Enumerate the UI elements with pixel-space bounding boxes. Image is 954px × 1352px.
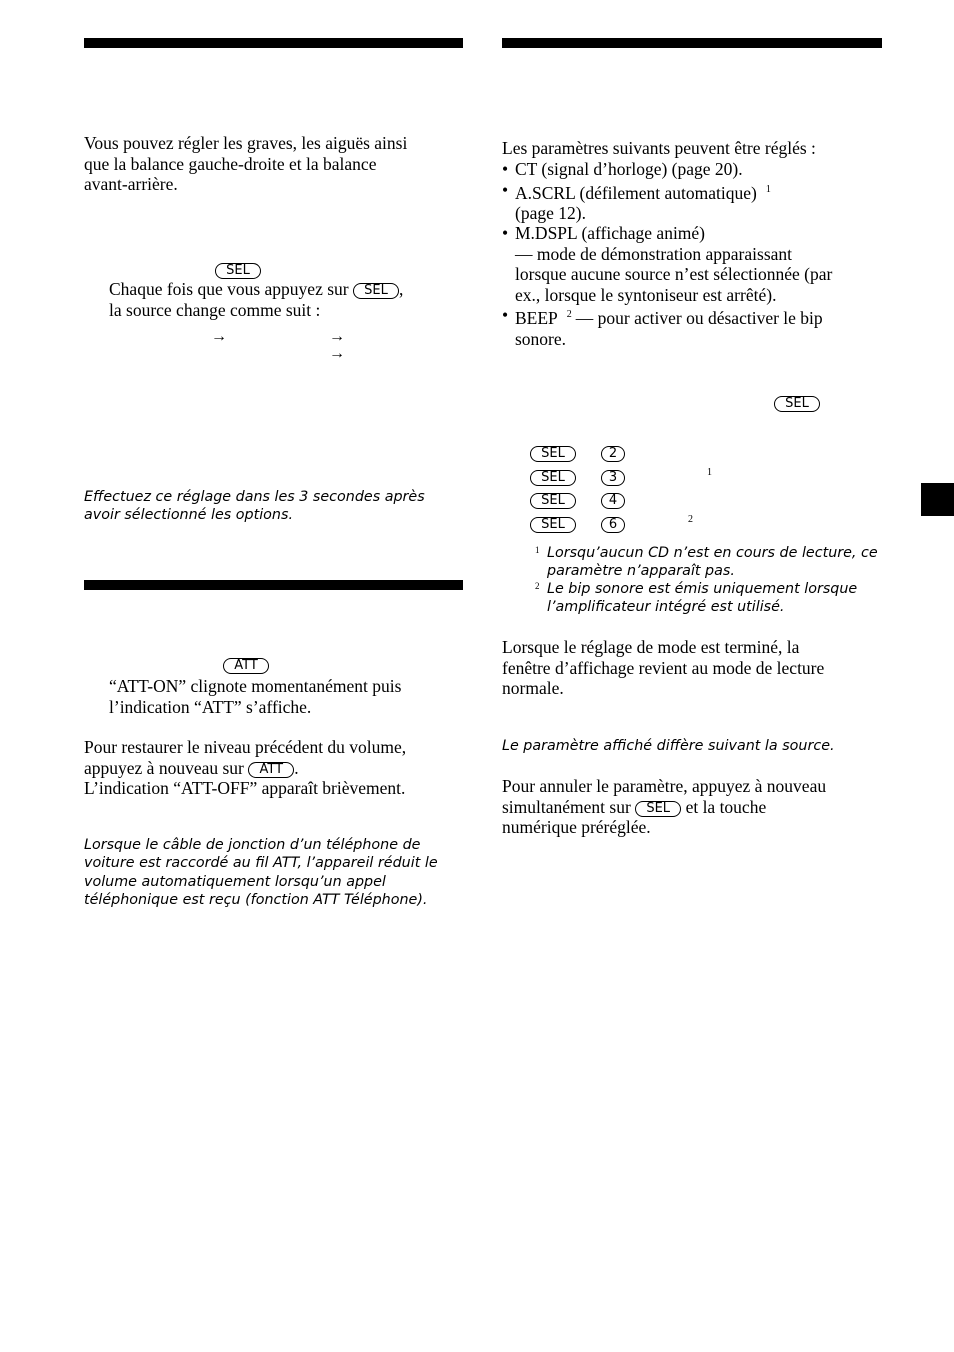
bullet-icon: •	[502, 305, 509, 326]
footnote-mark: 2	[688, 514, 693, 525]
footnote-mark: 1	[765, 183, 771, 195]
att-phone-note-line: téléphonique est reçu (fonction ATT Téléphone).	[84, 892, 428, 909]
att-phone-note	[84, 836, 438, 910]
bullet-icon: •	[502, 223, 509, 244]
preset-6-button[interactable]: 6	[601, 517, 625, 533]
tone-note	[84, 488, 425, 525]
sel-button-inline[interactable]: SEL	[353, 283, 399, 299]
section-rule-left-top	[84, 38, 463, 48]
source-step-line	[109, 279, 403, 300]
sel-button-inline[interactable]: SEL	[635, 801, 681, 817]
tone-intro-line: que la balance gauche-droite et la balance	[84, 153, 377, 174]
source-step-text-b: ,	[398, 279, 404, 299]
settings-item-line: — mode de démonstration apparaissant	[515, 243, 793, 264]
footnote-line: Lorsqu’aucun CD n’est en cours de lecture, ce	[547, 545, 878, 561]
footnote-mark: 2	[566, 309, 572, 321]
footnote-line: paramètre n’apparaît pas.	[547, 563, 735, 580]
footnote	[535, 544, 878, 581]
settings-done-line: fenêtre d’affichage revient au mode de lecture	[502, 657, 825, 678]
settings-intro: Les paramètres suivants peuvent être réglés :	[502, 138, 816, 158]
section-rule-left-middle	[84, 580, 463, 590]
settings-item-line: CT (signal d’horloge) (page 20).	[515, 159, 743, 179]
preset-3-button[interactable]: 3	[601, 470, 625, 486]
att-step-key	[223, 657, 269, 675]
settings-item-line	[515, 305, 882, 328]
att-restore-line: Pour restaurer le niveau précédent du volume,	[84, 737, 407, 757]
sel-button[interactable]: SEL	[530, 493, 576, 509]
sel-button[interactable]: SEL	[530, 470, 576, 486]
att-phone-note-line: Lorsque le câble de jonction d’un téléphone de	[84, 837, 421, 853]
settings-item-text: BEEP	[515, 308, 558, 329]
sel-button[interactable]: SEL	[530, 517, 576, 533]
tone-intro	[84, 133, 407, 195]
source-step-text-a: Chaque fois que vous appuyez sur	[109, 279, 353, 299]
sel-button[interactable]: SEL	[215, 263, 261, 279]
att-step-line: “ATT-ON” clignote momentanément puis	[109, 676, 402, 696]
footnote	[535, 580, 857, 617]
att-restore-text-a: appuyez à nouveau sur	[84, 757, 249, 778]
footnote-text	[547, 544, 878, 581]
tone-intro-line: avant-arrière.	[84, 174, 178, 194]
settings-done-line: normale.	[502, 678, 564, 698]
section-rule-right-top	[502, 38, 882, 48]
settings-item-line: M.DSPL (affichage animé)	[515, 223, 706, 244]
att-button[interactable]: ATT	[223, 658, 269, 674]
settings-list-item	[502, 180, 882, 224]
settings-done-line: Lorsque le réglage de mode est terminé, la	[502, 637, 800, 657]
footnote-mark: 1	[535, 545, 540, 555]
arrow-icon: →	[329, 328, 345, 345]
bullet-icon: •	[502, 159, 509, 179]
att-button-inline[interactable]: ATT	[248, 762, 294, 778]
tone-intro-line: Vous pouvez régler les graves, les aiguës ainsi	[84, 133, 408, 153]
settings-cancel-text-b: et la touche	[681, 796, 767, 817]
sel-button[interactable]: SEL	[530, 446, 576, 462]
key-combo-row	[530, 493, 730, 511]
settings-list-item	[502, 305, 882, 349]
source-step-text	[109, 279, 403, 320]
settings-cancel-text	[502, 776, 826, 838]
page-tab-marker	[921, 483, 954, 516]
settings-note: Le paramètre affiché diffère suivant la source.	[502, 738, 835, 754]
tone-note-line: avoir sélectionné les options.	[84, 507, 293, 524]
footnote-text	[547, 580, 857, 617]
att-restore-line: L’indication “ATT-OFF” apparaît brièvement.	[84, 778, 406, 798]
att-phone-note-line: volume automatiquement lorsqu’un appel	[84, 873, 386, 890]
footnote-line: l’amplificateur intégré est utilisé.	[547, 599, 785, 616]
settings-cancel-line: numérique préréglée.	[502, 817, 651, 837]
sel-button[interactable]: SEL	[774, 396, 820, 412]
settings-item-line: sonore.	[515, 328, 567, 349]
key-combo-row	[530, 446, 730, 464]
arrow-icon: →	[211, 328, 227, 345]
preset-4-button[interactable]: 4	[601, 493, 625, 509]
settings-step-key	[774, 395, 820, 413]
att-restore-text	[84, 737, 406, 799]
settings-item-line: lorsque aucune source n’est sélectionnée (par	[515, 264, 833, 285]
key-combo-row	[530, 514, 730, 535]
key-combo-row	[530, 467, 730, 488]
settings-item-line	[515, 180, 882, 203]
tone-note-line: Effectuez ce réglage dans les 3 secondes après	[84, 489, 425, 505]
bullet-icon: •	[502, 179, 509, 200]
settings-cancel-text-a: simultanément sur	[502, 796, 636, 817]
source-step-key	[215, 262, 261, 280]
arrow-icon: →	[329, 345, 345, 362]
settings-item-line: ex., lorsque le syntoniseur est arrêté).	[515, 284, 777, 305]
settings-item-line: (page 12).	[515, 202, 586, 223]
settings-cancel-line: Pour annuler le paramètre, appuyez à nouveau	[502, 776, 827, 796]
source-step-line: la source change comme suit :	[109, 299, 321, 320]
att-restore-line	[84, 758, 406, 779]
settings-cancel-line	[502, 797, 826, 818]
settings-list	[502, 159, 882, 349]
settings-list-item	[502, 223, 882, 305]
footnote-line: Le bip sonore est émis uniquement lorsque	[547, 581, 858, 597]
att-phone-note-line: voiture est raccordé au fil ATT, l’appareil réduit le	[84, 855, 438, 872]
settings-item-text: — pour activer ou désactiver le bip	[575, 308, 823, 329]
att-step-line: l’indication “ATT” s’affiche.	[109, 696, 312, 717]
settings-done-text	[502, 637, 824, 699]
footnote-mark: 2	[535, 581, 540, 591]
footnote-mark: 1	[707, 467, 712, 478]
att-restore-text-b: .	[294, 757, 299, 778]
preset-2-button[interactable]: 2	[601, 446, 625, 462]
att-step-text	[109, 676, 401, 717]
settings-list-item	[502, 159, 882, 180]
settings-item-text: A.SCRL (défilement automatique)	[515, 182, 757, 203]
